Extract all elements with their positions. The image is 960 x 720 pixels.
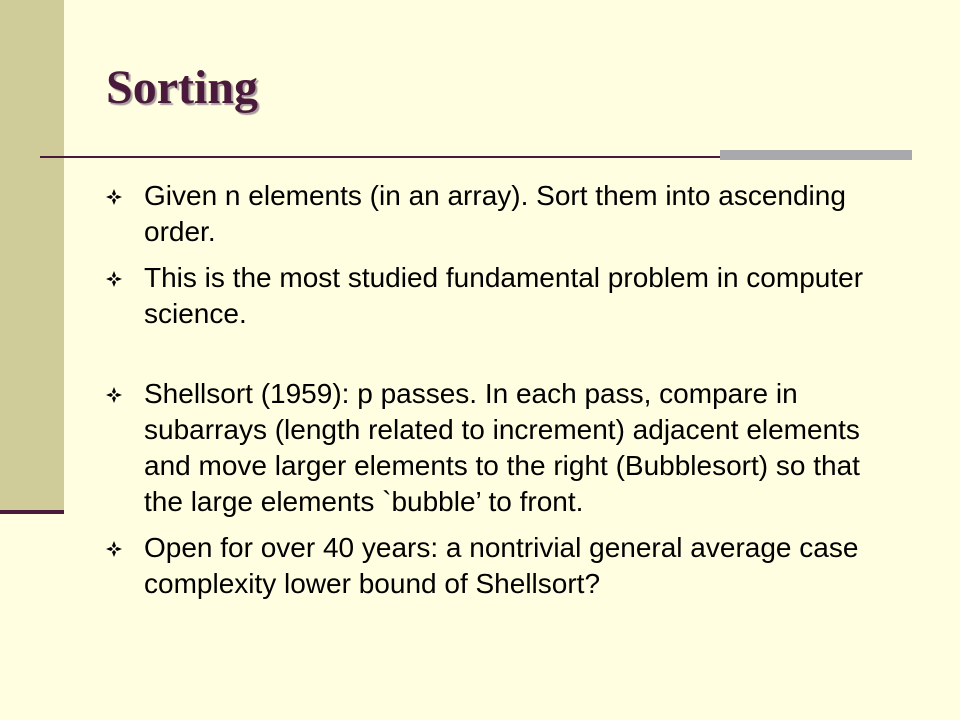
bullet-text: This is the most studied fundamental problem in computer science.: [144, 262, 864, 329]
bullet-text: Shellsort (1959): p passes. In each pass, compare in subarrays (length related to increment) adjacent elements and move larger elements to the right (Bubblesort) so that the large elements `bubble’ to front.: [144, 378, 860, 517]
four-petal-diamond-icon: [106, 189, 122, 205]
bullet-text: Given n elements (in an array). Sort them into ascending order.: [144, 180, 846, 247]
four-petal-diamond-icon: [106, 271, 122, 287]
bullet-item: [104, 376, 904, 520]
four-petal-diamond-icon: [106, 387, 122, 403]
title-underline-accent: [720, 150, 912, 160]
left-accent-bar-cap: [0, 510, 64, 514]
bullet-item: [104, 260, 904, 332]
bullet-item: [104, 178, 904, 250]
bullet-item: [104, 530, 904, 602]
slide-title: Sorting: [106, 61, 259, 114]
bullet-list: [104, 178, 904, 612]
four-petal-diamond-icon: [106, 541, 122, 557]
left-accent-bar: [0, 0, 64, 514]
bullet-text: Open for over 40 years: a nontrivial general average case complexity lower bound of Shellsort?: [144, 532, 859, 599]
